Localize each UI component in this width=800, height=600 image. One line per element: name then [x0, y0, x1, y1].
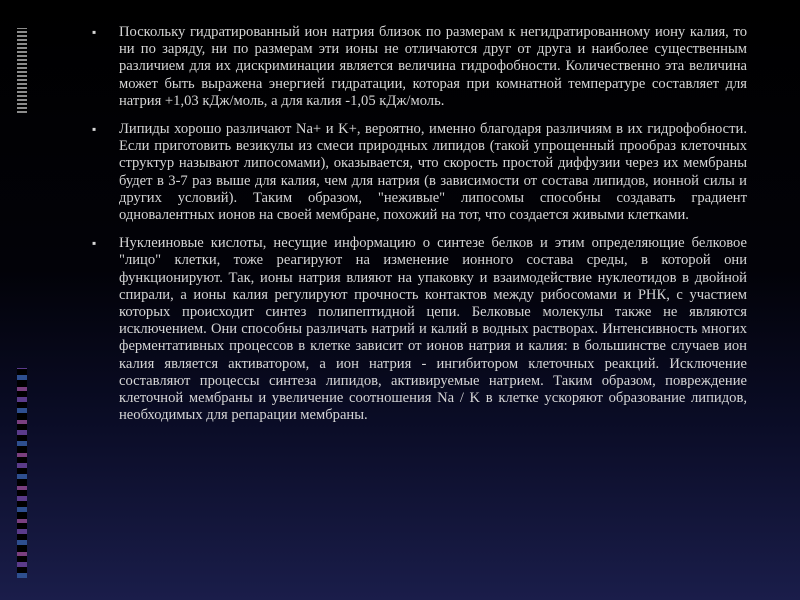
decorative-stripe-top: [17, 28, 27, 113]
bullet-paragraph-2: [92, 121, 747, 224]
bullet-paragraph-3: [92, 235, 747, 424]
bullet-paragraph-1: [92, 24, 747, 110]
decorative-side-bars: [17, 20, 27, 580]
bullet-square-icon: ▪: [92, 25, 97, 39]
decorative-stripe-middle: [17, 368, 27, 578]
slide-body: [92, 24, 747, 435]
bullet-square-icon: ▪: [92, 236, 97, 251]
paragraph-text: Липиды хорошо различают Na+ и K+, вероятно, именно благодаря различиям в их гидрофобности. Если приготовить везикулы из смеси природных липидов (такой упрощенный прообраз клеточных структур называют липосомами), оказывается, что скорость простой диффузии через их мембраны будет в 3-7 раз выше для калия, чем для натрия (в зависимости от состава липидов, ионной силы и других условий). Таким образом, "неживые" липосомы способны создавать градиент одновалентных ионов на своей мембране, похожий на тот, что создается живыми клетками.: [119, 121, 747, 224]
bullet-square-icon: ▪: [92, 122, 97, 137]
paragraph-text: Поскольку гидратированный ион натрия близок по размерам к негидратированному иону калия, то ни по заряду, ни по размерам эти ионы не отличаются друг от друга и наиболее существенным различием для их дискриминации является величина гидрофобности. Количественно эта величина может быть выражена энергией гидратации, которая при комнатной температуре составляет для натрия +1,03 кДж/моль, а для калия -1,05 кДж/моль.: [119, 24, 747, 109]
paragraph-text: Нуклеиновые кислоты, несущие информацию о синтезе белков и этим определяющие белковое "лицо" клетки, тоже реагируют на изменение ионного состава среды, в которой они функционируют. Так, ионы натрия влияют на упаковку и взаимодействие нуклеотидов в двойной спирали, а ионы калия регулируют прочность контактов между рибосомами и РНК, с участием которых происходит синтез полипептидной цепи. Белковые молекулы также не являются исключением. Они способны различать натрий и калий в водных растворах. Интенсивность многих ферментативных процессов в клетке зависит от ионов натрия и калия: в большинстве случаев ион калия является активатором, а ион натрия - ингибитором клеточных реакций. Исключение составляют процессы синтеза липидов, активируемые натрием. Таким образом, повреждение клеточной мембраны и увеличение соотношения Na / K в клетке ускоряют образование липидов, необходимых для репарации мембраны.: [119, 235, 747, 424]
